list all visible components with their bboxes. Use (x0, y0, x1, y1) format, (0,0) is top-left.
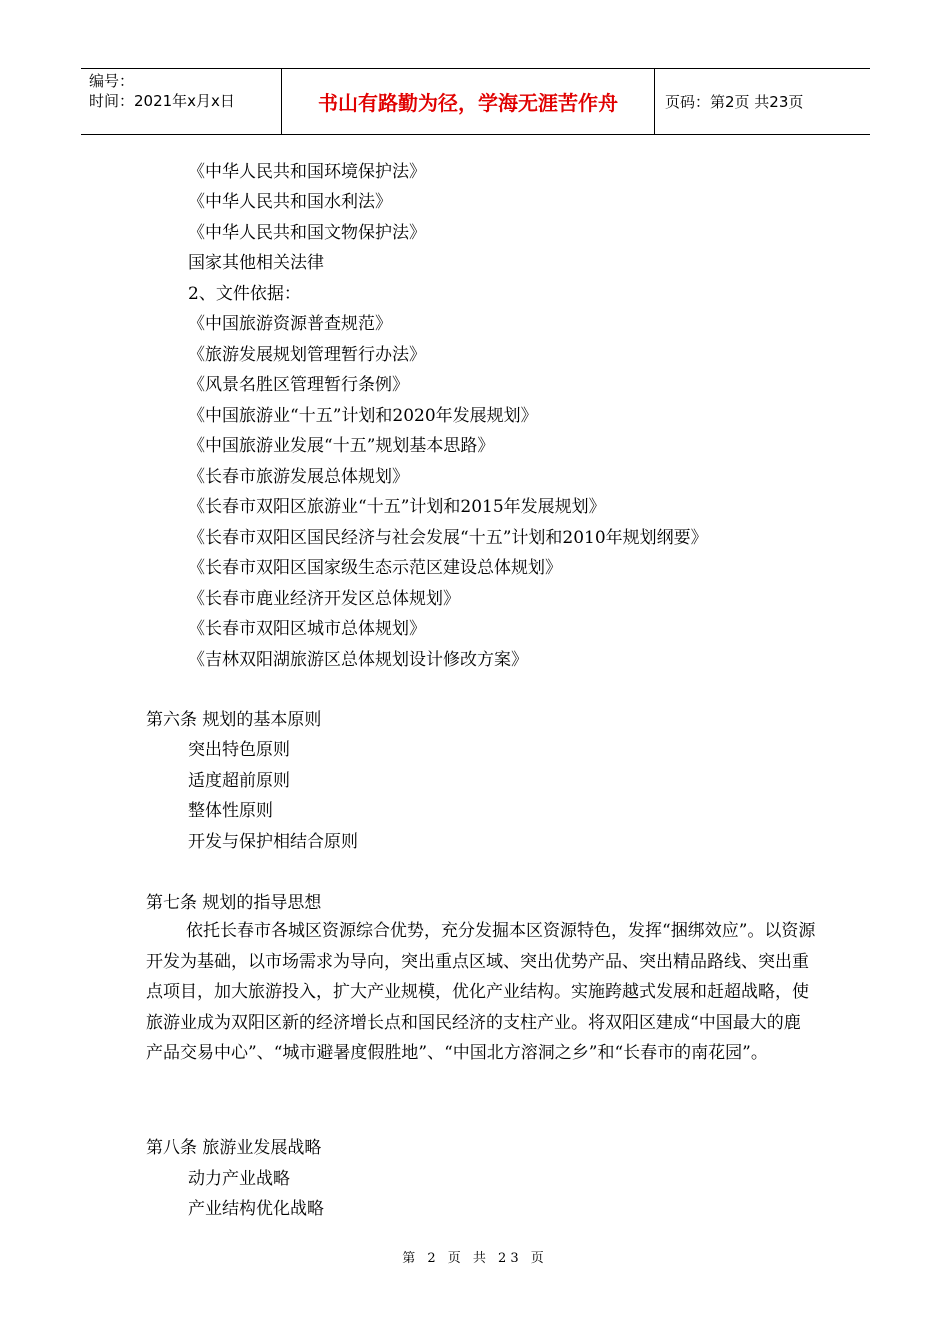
file-item: 《中国旅游资源普查规范》 (188, 314, 392, 334)
principle-item: 整体性原则 (188, 801, 273, 821)
file-item: 《中国旅游业发展“十五”规划基本思路》 (188, 436, 495, 456)
law-item: 《中华人民共和国环境保护法》 (188, 162, 426, 182)
strategy-item: 动力产业战略 (188, 1169, 290, 1189)
file-item: 《长春市双阳区城市总体规划》 (188, 619, 426, 639)
file-item: 《长春市双阳区旅游业“十五”计划和2015年发展规划》 (188, 497, 606, 517)
principle-item: 开发与保护相结合原则 (188, 832, 358, 852)
page-footer: 第 2 页 共 23 页 (402, 1251, 548, 1266)
file-item: 《吉林双阳湖旅游区总体规划设计修改方案》 (188, 650, 528, 670)
time-label: 时间：2021年x月x日 (89, 92, 235, 110)
principle-item: 突出特色原则 (188, 740, 290, 760)
document-header (81, 68, 870, 135)
file-item: 《长春市双阳区国家级生态示范区建设总体规划》 (188, 558, 562, 578)
law-item: 《中华人民共和国水利法》 (188, 192, 392, 212)
header-page-cell (655, 69, 870, 134)
article7-heading: 第七条 规划的指导思想 (146, 893, 322, 913)
file-item: 《长春市旅游发展总体规划》 (188, 467, 409, 487)
header-left-cell (81, 69, 282, 134)
file-basis-heading: 2、文件依据： (188, 284, 301, 304)
number-label: 编号： (89, 72, 135, 90)
article7-body-text: 依托长春市各城区资源综合优势，充分发掘本区资源特色，发挥“捆绑效应”。以资源开发为基础，以市场需求为导向，突出重点区域、突出优势产品、突出精品路线、突出重点项目，加大旅游投入，扩大产业规模，优化产业结构。实施跨越式发展和赶超战略，使旅游业成为双阳区新的经济增长点和国民经济的支柱产业。将双阳区建成“中国最大的鹿产品交易中心”、“城市避暑度假胜地”、“中国北方溶洞之乡”和“长春市的南花园”。 (146, 921, 816, 1064)
principle-item: 适度超前原则 (188, 771, 290, 791)
law-item: 国家其他相关法律 (188, 253, 324, 273)
motto: 书山有路勤为径，学海无涯苦作舟 (318, 91, 618, 115)
file-item: 《中国旅游业“十五”计划和2020年发展规划》 (188, 406, 538, 426)
article6-heading: 第六条 规划的基本原则 (146, 710, 322, 730)
article8-heading: 第八条 旅游业发展战略 (146, 1138, 322, 1158)
file-item: 《旅游发展规划管理暂行办法》 (188, 345, 426, 365)
file-item: 《长春市双阳区国民经济与社会发展“十五”计划和2010年规划纲要》 (188, 528, 708, 548)
article7-body (146, 916, 816, 1069)
page-label: 页码：第2页 共23页 (665, 93, 804, 111)
header-motto-cell (282, 69, 655, 134)
file-item: 《风景名胜区管理暂行条例》 (188, 375, 409, 395)
file-item: 《长春市鹿业经济开发区总体规划》 (188, 589, 460, 609)
law-item: 《中华人民共和国文物保护法》 (188, 223, 426, 243)
strategy-item: 产业结构优化战略 (188, 1199, 324, 1219)
